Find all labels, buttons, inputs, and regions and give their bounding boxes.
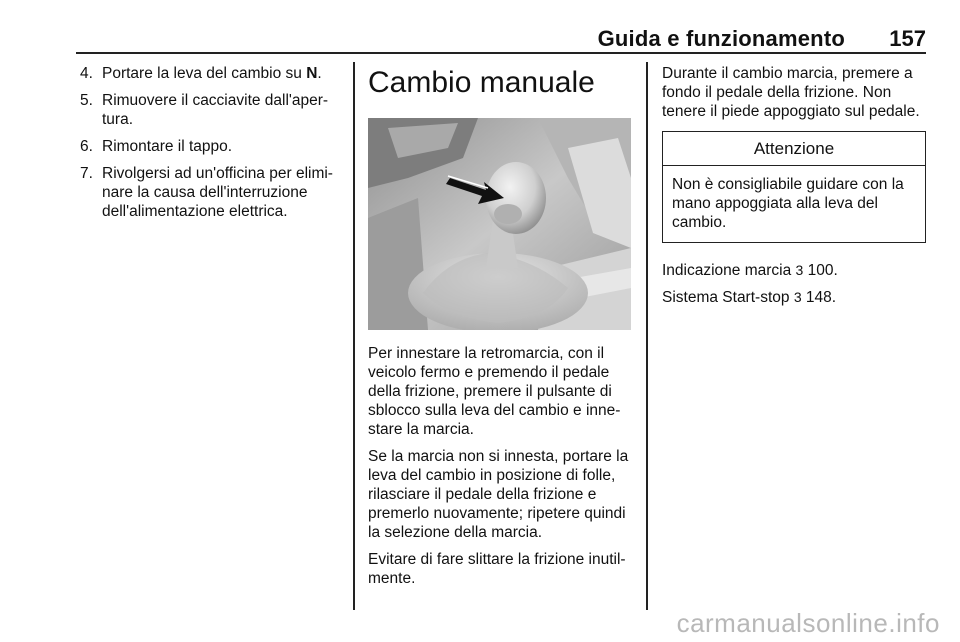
caution-title: Attenzione bbox=[663, 132, 925, 166]
middle-column bbox=[368, 64, 634, 596]
caution-text: Non è consigliabile guidare con la mano appoggiata alla leva del cambio. bbox=[672, 176, 904, 231]
header-rule bbox=[76, 52, 926, 54]
gear-shift-illustration bbox=[368, 118, 631, 330]
section-title: Cambio manuale bbox=[368, 66, 595, 99]
body-text bbox=[368, 344, 634, 588]
step-text: Rimontare il tappo. bbox=[102, 138, 233, 155]
left-column bbox=[80, 64, 348, 229]
reference-arrow-icon: 3 bbox=[795, 262, 804, 278]
caution-box bbox=[662, 131, 926, 243]
gear-position-label: N bbox=[306, 65, 318, 82]
page-header-title: Guida e funzionamento bbox=[597, 26, 845, 51]
step-text: Rivolgersi ad un'officina per elimi-nare la causa dell'interruzione dell'alimentazione elettrica. bbox=[102, 165, 333, 220]
step-item bbox=[80, 91, 348, 129]
step-text-part: . bbox=[317, 65, 322, 82]
reference-arrow-icon: 3 bbox=[793, 289, 802, 305]
column-divider bbox=[353, 62, 355, 610]
paragraph: Evitare di fare slittare la frizione inutil-mente. bbox=[368, 551, 626, 587]
step-number: 4. bbox=[80, 65, 93, 82]
step-item bbox=[80, 137, 348, 156]
gear-shift-illustration-svg bbox=[368, 118, 631, 330]
cross-reference[interactable] bbox=[662, 288, 926, 307]
step-text: Rimuovere il cacciavite dall'aper-tura. bbox=[102, 92, 329, 128]
step-number: 6. bbox=[80, 138, 93, 155]
cross-reference[interactable] bbox=[662, 261, 926, 280]
step-number: 5. bbox=[80, 92, 93, 109]
step-item bbox=[80, 164, 348, 221]
paragraph: Durante il cambio marcia, premere a fondo il pedale della frizione. Non tenere il piede appoggiato sul pedale. bbox=[662, 65, 920, 120]
right-column bbox=[662, 64, 926, 315]
reference-page: 148. bbox=[805, 289, 837, 306]
page-number: 157 bbox=[889, 26, 926, 51]
column-divider bbox=[646, 62, 648, 610]
paragraph: Se la marcia non si innesta, portare la leva del cambio in posizione di folle, rilasciare il pedale della frizione e premerlo nuovamente; ripetere quindi la selezione della marcia. bbox=[368, 448, 629, 541]
reference-page: 100. bbox=[807, 262, 838, 279]
watermark: carmanualsonline.info bbox=[676, 608, 940, 638]
step-item bbox=[80, 64, 348, 83]
reference-label: Indicazione marcia bbox=[662, 262, 792, 279]
step-number: 7. bbox=[80, 165, 93, 182]
reference-label: Sistema Start-stop bbox=[662, 289, 790, 306]
step-text bbox=[102, 64, 348, 83]
paragraph: Per innestare la retromarcia, con il veicolo fermo e premendo il pedale della frizione, premere il pulsante di sblocco sulla leva del cambio e inne-stare la marcia. bbox=[368, 345, 621, 438]
step-text-part: Portare la leva del cambio su bbox=[102, 65, 307, 82]
